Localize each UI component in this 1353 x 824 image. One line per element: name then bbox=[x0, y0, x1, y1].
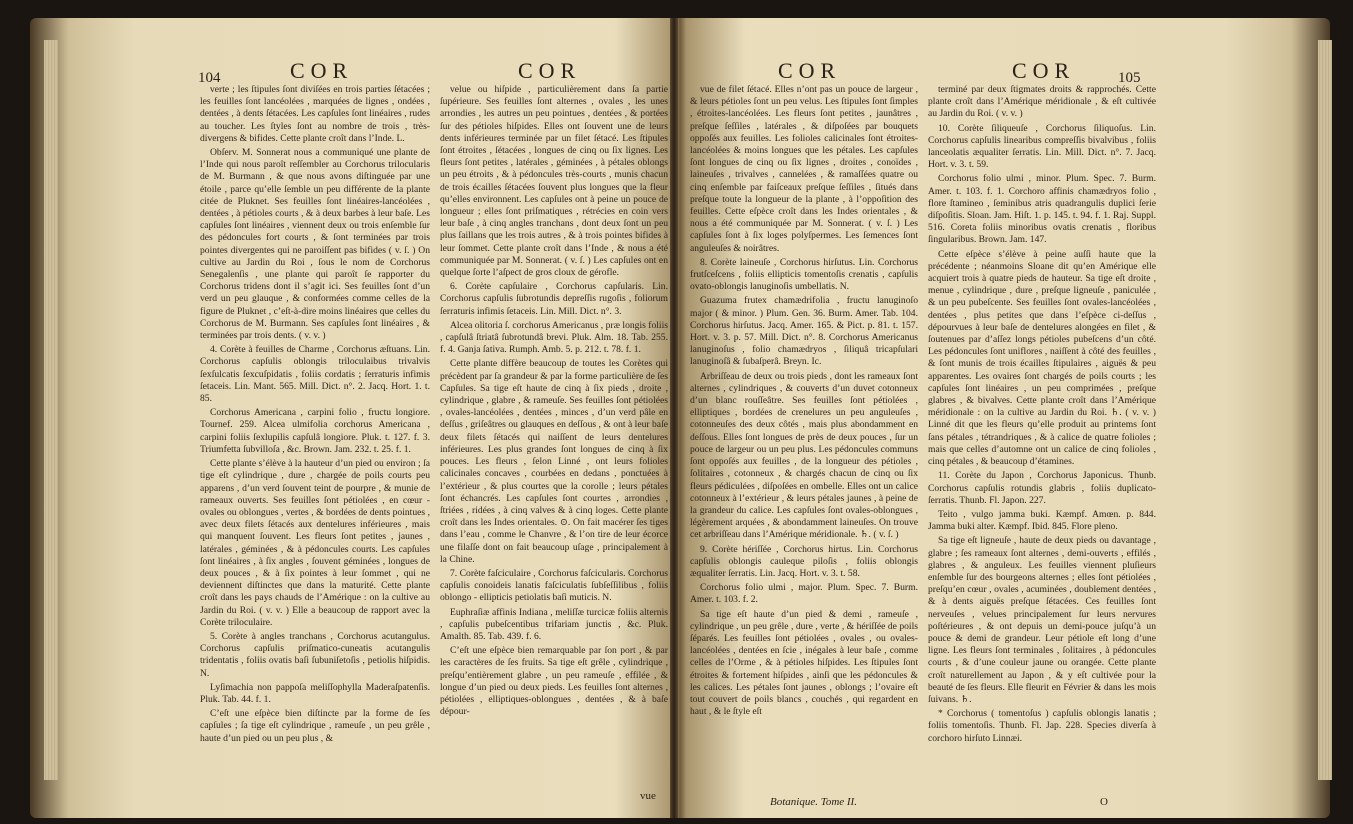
paragraph: Cette plante s’élève à la hauteur d’un pied ou environ ; ſa tige eſt cylindrique , dure , chargée de poils courts peu apparens , d’un verd ſouvent teint de pourpre , & munie de rameaux ouverts. Ses feuilles ſont pétiolées , en cœur - ovales ou oblongues , vertes , & bordées de dents pointues , avec deux filets ſétacés aux dentelures inférieures , mais qui manquent ſouvent. Les fleurs ſont petites , jaunes , latérales , géminées , & à pédoncules courts. Les capſules ſont linéaires , à ſix angles , ſouvent géminées , longues de deux pouces , & à ſix pointes à leur ſommet , qui ne deviennent diſtinctes que dans la maturité. Cette plante croît dans les pays chauds de l’Amérique : on la cultive au Jardin du Roi. ( v. v. ) Elle a beaucoup de rapport avec la Corète triloculaire. bbox=[200, 458, 430, 628]
paragraph: Guazuma frutex chamædrifolia , fructu lanuginoſo major ( & minor. ) Plum. Gen. 36. Burm. Amer. Tab. 104. Corchorus hirſutus. Jacq. Amer. 165. & Pict. p. 81. t. 157. Hort. v. 3. p. 57. Mill. Dict. n°. 8. Corchorus Americanus lanuginoſus , folio chamædryos , ſiliquâ tricapſulari lanuginoſâ & ſubaſperâ. Breyn. Ic. bbox=[690, 295, 918, 368]
paragraph: Alcea olitoria ſ. corchorus Americanus , præ longis foliis , capſulâ ſtriatâ ſubrotundâ brevi. Pluk. Alm. 18. Tab. 255. f. 4. Ganja ſativa. Rumph. Amb. 5. p. 212. t. 78. f. 1. bbox=[440, 319, 668, 356]
paragraph: 8. Corète laineuſe , Corchorus hirſutus. Lin. Corchorus frutſceſcens , foliis ellipticis tomentoſis crenatis , capſulis ovato-oblongis lanuginoſis umbellatis. N. bbox=[690, 256, 918, 293]
paragraph: verte ; les ſtipules ſont diviſées en trois parties ſétacées ; les feuilles ſont lancéolées , marquées de lignes , ondées , dentées , à dents ſétacées. Les capſules ſont linéaires , rudes au toucher. Les ſtyles ſont au nombre de trois , très-divergens & bifides. Cette plante croît dans l’Inde. L. bbox=[200, 84, 430, 144]
left-page-catchword: vue bbox=[640, 790, 656, 802]
right-page-header-left: COR bbox=[778, 58, 842, 83]
left-page-column-2 bbox=[440, 84, 668, 804]
left-page-edges bbox=[44, 40, 58, 780]
paragraph: Corchorus Americana , carpini folio , fructu longiore. Tournef. 259. Alcea ulmifolia corchorus Americana , carpini foliis ſexlupilis capſulâ longiore. Pluk. t. 127. f. 3. Triumfetta ſubvilloſa , &c. Brown. Jam. 232. t. 25. f. 1. bbox=[200, 407, 430, 455]
right-page-signature: O bbox=[1100, 796, 1108, 808]
paragraph: Euphraſiæ affinis Indiana , meliſſæ turcicæ foliis alternis , capſulis pubeſcentibus trifariam junctis , &c. Pluk. Amalth. 85. Tab. 439. f. 6. bbox=[440, 606, 668, 642]
paragraph: 9. Corète hériſſée , Corchorus hirtus. Lin. Corchorus capſulis oblongis cauleque piloſis , foliis oblongis æqualiter ſerratis. Lin. Jacq. Hort. v. 3. t. 58. bbox=[690, 543, 918, 579]
paragraph: velue ou hiſpide , particulièrement dans ſa partie ſupérieure. Ses feuilles ſont alternes , ovales , les unes arrondies , les autres un peu pointues , dentées , & portées ſur des pétioles hiſpides. Elles ont ſouvent une de leurs dents inférieures terminée par un filet ſétacé. Les ſtipules ſont étroites , ſétacées , longues de cinq ou ſix lignes. Les fleurs ſont petites , latérales , géminées , à pétales oblongs un peu étroits , & à pédoncules très-courts , munis chacun de trois écailles ſétacées ſouvent plus longues que la fleur qu’elles environnent. Les capſules ont à peine un pouce de longueur ; elles ſont priſmatiques , rétrécies en coin vers leur baſe , à cinq angles tranchans , dont deux ſont un peu plus ſaillans que les trois autres , & à trois pointes bifides à leur ſommet. Cette plante croît dans l’Inde , & nous a été communiquée par M. Sonnerat. ( v. ſ. ) Les capſules ont en quelque ſorte l’aſpect de gros cloux de gérofle. bbox=[440, 84, 668, 279]
paragraph: Cette plante diffère beaucoup de toutes les Corètes qui précèdent par ſa grandeur & par la forme particulière de ſes Capſules. Sa tige eſt haute de cinq à ſix pieds , droite , cylindrique , glabre , & rameuſe. Ses feuilles ſont pétiolées , ovales-lancéolées , dentées , minces , d’un verd pâle en deſſus , griſeâtres ou glauques en deſſous , & ont à leur baſe deux filets ſétacés qui naiſſent de leurs dentelures inférieures. Les plus grandes ſont longues de cinq à ſix pouces. Les fleurs , ſelon Linné , ont leurs folioles calicinales concaves , courbées en dedans , ponctuées à l’extérieur , & plus courtes que la corolle ; leurs pétales ſont échancrés. Les capſules ſont courtes , arrondies , ſtriées , ridées , à cinq valves & à cinq loges. Cette plante croît dans les Indes orientales. ⊙. On fait macérer ſes tiges dans l’eau , comme le Chanvre , & l’on tire de leur écorce une filaſſe dont on fait beaucoup uſage , principalement à la Chine. bbox=[440, 358, 668, 565]
left-page-number: 104 bbox=[198, 70, 221, 86]
paragraph: Sa tige eſt ligneuſe , haute de deux pieds ou davantage , glabre ; ſes rameaux ſont alternes , demi-ouverts , effilés , glabres , & anguleux. Les feuilles viennent pluſieurs enſemble ſur des bourgeons alternes ; elles ſont pétiolées , preſqu’en cœur , ovales , acuminées , doublement dentées , & à dents aiguës preſque ſétacées. Ces feuilles ſont nerveuſes , velues principalement ſur leurs nervures poſtérieures , & ont depuis un demi-pouce juſqu’à un pouce & demi de grandeur. Leur pétiole eſt long d’une ligne. Les fleurs ſont terminales , ſolitaires , à pédoncules courts , & d’une couleur jaune ou orangée. Cette plante croît naturellement au Japon , & y eſt cultivée pour la beauté de ſes fleurs. Elle fleurit en Février & dans les mois ſuivans. ♄. bbox=[928, 535, 1156, 705]
left-page-header-right: COR bbox=[518, 58, 582, 83]
right-page-column-1 bbox=[690, 84, 918, 804]
right-page-footer: Botanique. Tome II. bbox=[770, 796, 857, 808]
paragraph: Teito , vulgo jamma buki. Kæmpf. Amœn. p. 844. Jamma buki alter. Kæmpf. Ibid. 845. Flore pleno. bbox=[928, 508, 1156, 533]
paragraph: 6. Corète capſulaire , Corchorus capſularis. Lin. Corchorus capſulis ſubrotundis depreſſis rugoſis , foliorum ſerraturis infimis ſetaceis. Lin. Mill. Dict. n°. 3. bbox=[440, 281, 668, 317]
left-page-header-left: COR bbox=[290, 58, 354, 83]
paragraph: Cette eſpèce s’élève à peine auſſi haute que la précédente ; néanmoins Sloane dit qu’en Amérique elle acquiert trois à quatre pieds de hauteur. Sa tige eſt droite , menue , cylindrique , dure , preſque ligneuſe , paniculée , & un peu pubeſcente. Ses feuilles ſont ovales-lancéolées , dentées , plus petites que dans l’eſpèce ci-deſſus , dépourvues à leur baſe de dentelures alongées en filet , & ſoutenues par d’aſſez longs pétioles pubeſcens d’un côté. Les pédoncules ſont uniflores , naiſſent à côté des feuilles , & ſont munis de trois écailles ſtipulaires , aiguës & peu apparentes. Les ovaires ſont chargés de poils courts ; les capſules ſont linéaires , un peu comprimées , preſque glabres , & bivalves. Cette plante croît dans l’Amérique méridionale : on la cultive au Jardin du Roi. ♄. ( v. v. ) Linné dit que les fleurs qu’elle produit au printems ſont ſans pétales , tétrandriques , & à calice de quatre folioles ; mais que celles d’automne ont un calice de cinq folioles , cinq pétales , & beaucoup d’étamines. bbox=[928, 248, 1156, 468]
paragraph: * Corchorus ( tomentoſus ) capſulis oblongis lanatis ; foliis tomentoſis. Thunb. Fl. Jap. 228. Species diverſa à corchoro hirſuto Linnæi. bbox=[928, 708, 1156, 744]
paragraph: Sa tige eſt haute d’un pied & demi , rameuſe , cylindrique , un peu grêle , dure , verte , & hériſſée de poils ſéparés. Les feuilles ſont pétiolées , ovales , ou ovales-lancéolées , dentées en ſcie , inégales à leur baſe , comme celles de l’Orme , & à pétioles hiſpides. Les ſtipules ſont étroites & fortement hiſpides , ainſi que les pédoncules & les calices. Les pétales ſont jaunes , oblongs ; l’ovaire eſt tout couvert de poils blancs , couchés , qui regardent en haut , & le ſtyle eſt bbox=[690, 608, 918, 718]
paragraph: 5. Corète à angles tranchans , Corchorus acutangulus. Corchorus capſulis priſmatico-cuneatis acutangulis tridentatis , foliis ovatis baſi ſubuniſetoſis , petiolis hiſpidis. N. bbox=[200, 630, 430, 679]
paragraph: 10. Corète ſiliqueuſe , Corchorus ſiliquoſus. Lin. Corchorus capſulis linearibus compreſſis bivalvibus , foliis lanceolatis æqualiter ſerratis. Lin. Mill. Dict. n°. 7. Jacq. Hort. v. 3. t. 59. bbox=[928, 122, 1156, 171]
paragraph: Arbriſſeau de deux ou trois pieds , dont les rameaux ſont alternes , cylindriques , & couverts d’un duvet cotonneux d’un blanc rouſſeâtre. Ses feuilles ſont pétiolées , elliptiques , bordées de crenelures un peu anguleuſes , cotonneuſes des deux côtés , mais plus abondamment en deſſous. Elles ſont longues de près de deux pouces , ſur un pouce de largeur ou un peu plus. Les pédoncules communs ſont oppoſés aux feuilles , de la longueur des pétioles , ſolitaires , cotonneux , & chargés chacun de cinq ou ſix fleurs pédiculées , diſpoſées en ombelle. Elles ont un calice cotonneux à l’extérieur , & leurs pétales jaunes , à peine de la grandeur du calice. Les capſules ſont ovales-oblongues , légèrement arquées , & abondamment laineuſes. On trouve cet arbriſſeau dans l’Amérique méridionale. ♄. ( v. ſ. ) bbox=[690, 370, 918, 541]
paragraph: Lyſimachia non pappoſa meliſſophylla Maderaſpatenſis. Pluk. Tab. 44. f. 1. bbox=[200, 681, 430, 705]
paragraph: 4. Corète à feuilles de Charme , Corchorus æſtuans. Lin. Corchorus capſulis oblongis triloculaibus trivalvis ſexſulcatis ſexcuſpidatis , foliis cordatis ; ſerraturis infimis ſetaceis. Lin. Mant. 565. Mill. Dict. n°. 2. Jacq. Hort. 1. t. 85. bbox=[200, 344, 430, 405]
paragraph: 11. Corète du Japon , Corchorus Japonicus. Thunb. Corchorus capſulis rotundis glabris , foliis duplicato-ſerratis. Thunb. Fl. Japon. 227. bbox=[928, 470, 1156, 506]
paragraph: Obſerv. M. Sonnerat nous a communiqué une plante de l’Inde qui nous paroît reſſembler au Corchorus trilocularis de M. Burmann , & que nous avons diſtinguée par une étoile , parce qu’elle ſemble un peu différente de la plante citée de Pluknet. Ses feuilles ſont linéaires-lancéolées , dentées , à pétioles courts , & à deux barbes à leur baſe. Les capſules ſont linéaires , viennent deux ou trois enſemble ſur des pédoncules fort courts , & ſont terminées par trois pointes divergentes qui ne paroiſſent pas bifides ( v. ſ. ) On cultive au Jardin du Roi , ſous le nom de Corchorus Senegalenſis , une plante qui paroît ſe rapporter du Corchorus tridens dont il s’agit ici. Ses feuilles ſont d’un verd un peu glauque , & conformées comme celles de la figure de Pluknet , c’eſt-à-dire moins linéaires que celles du Corchorus de M. Burmann. Ses capſules ſont linéaires , & terminées par trois dents. ( v. v. ) bbox=[200, 147, 430, 342]
right-page-number: 105 bbox=[1118, 70, 1141, 86]
right-page-header-right: COR bbox=[1012, 58, 1076, 83]
paragraph: terminé par deux ſtigmates droits & rapprochés. Cette plante croît dans l’Amérique méridionale , & eſt cultivée au Jardin du Roi. ( v. v. ) bbox=[928, 84, 1156, 120]
left-page-column-1 bbox=[200, 84, 430, 804]
paragraph: C’eſt une eſpèce bien remarquable par ſon port , & par les caractères de ſes fruits. Sa tige eſt grêle , cylindrique , preſqu’entièrement glabre , un peu rameuſe , effilée , & longue d’un pied ou deux pieds. Les feuilles ſont alternes , pétiolées , elliptiques-oblongues , dentées , & à baſe dépour- bbox=[440, 645, 668, 718]
paragraph: Corchorus folio ulmi , minor. Plum. Spec. 7. Burm. Amer. t. 103. f. 1. Corchoro affinis chamædryos folio , flore ſtamineo , ſeminibus atris quadrangulis duplici ſerie diſpoſitis. Sloan. Jam. Hiſt. 1. p. 145. t. 94. f. 1. Raj. Suppl. 516. Coreta foliis minoribus ovatis crenatis , floribus ſingularibus. Brown. Jam. 147. bbox=[928, 173, 1156, 246]
book-gutter bbox=[670, 18, 678, 818]
paragraph: C’eſt une eſpèce bien diſtincte par la forme de ſes capſules ; ſa tige eſt cylindrique , rameuſe , un peu grêle , haute d’un pied ou un peu plus , & bbox=[200, 708, 430, 744]
paragraph: 7. Corète faſciculaire , Corchorus faſcicularis. Corchorus capſulis conoideis lanatis faſciculatis ſubſeſſilibus , foliis oblongo - ellipticis petiolatis baſi muticis. N. bbox=[440, 567, 668, 604]
right-page-edges bbox=[1318, 40, 1332, 780]
paragraph: Corchorus folio ulmi , major. Plum. Spec. 7. Burm. Amer. t. 103. f. 2. bbox=[690, 582, 918, 606]
right-page-column-2 bbox=[928, 84, 1156, 804]
paragraph: vue de filet ſétacé. Elles n’ont pas un pouce de largeur , & leurs pétioles ſont un peu velus. Les ſtipules ſont ſimples , étroites-lancéolées. Les fleurs ſont petites , jaunâtres , preſque ſeſſiles , latérales , & diſpoſées par bouquets oppoſés aux feuilles. Les folioles calicinales ſont étroites-lancéolées & moins longues que les pétales. Les capſules ſont longues de cinq ou ſix lignes , droites , conoïdes , laineuſes , trivalves , cannelées , & ramaſſées quatre ou cinq enſemble par faiſceaux preſque ſeſſiles , ſitués dans preſque toute la longueur de la plante , à l’oppoſition des feuilles. Cette eſpèce croît dans les Indes orientales , & nous a été communiquée par M. Sonnerat. ( v. ſ. ) Les capſules ſont à ſix loges polyſpermes. Les ſemences ſont anguleuſes & noirâtres. bbox=[690, 84, 918, 254]
